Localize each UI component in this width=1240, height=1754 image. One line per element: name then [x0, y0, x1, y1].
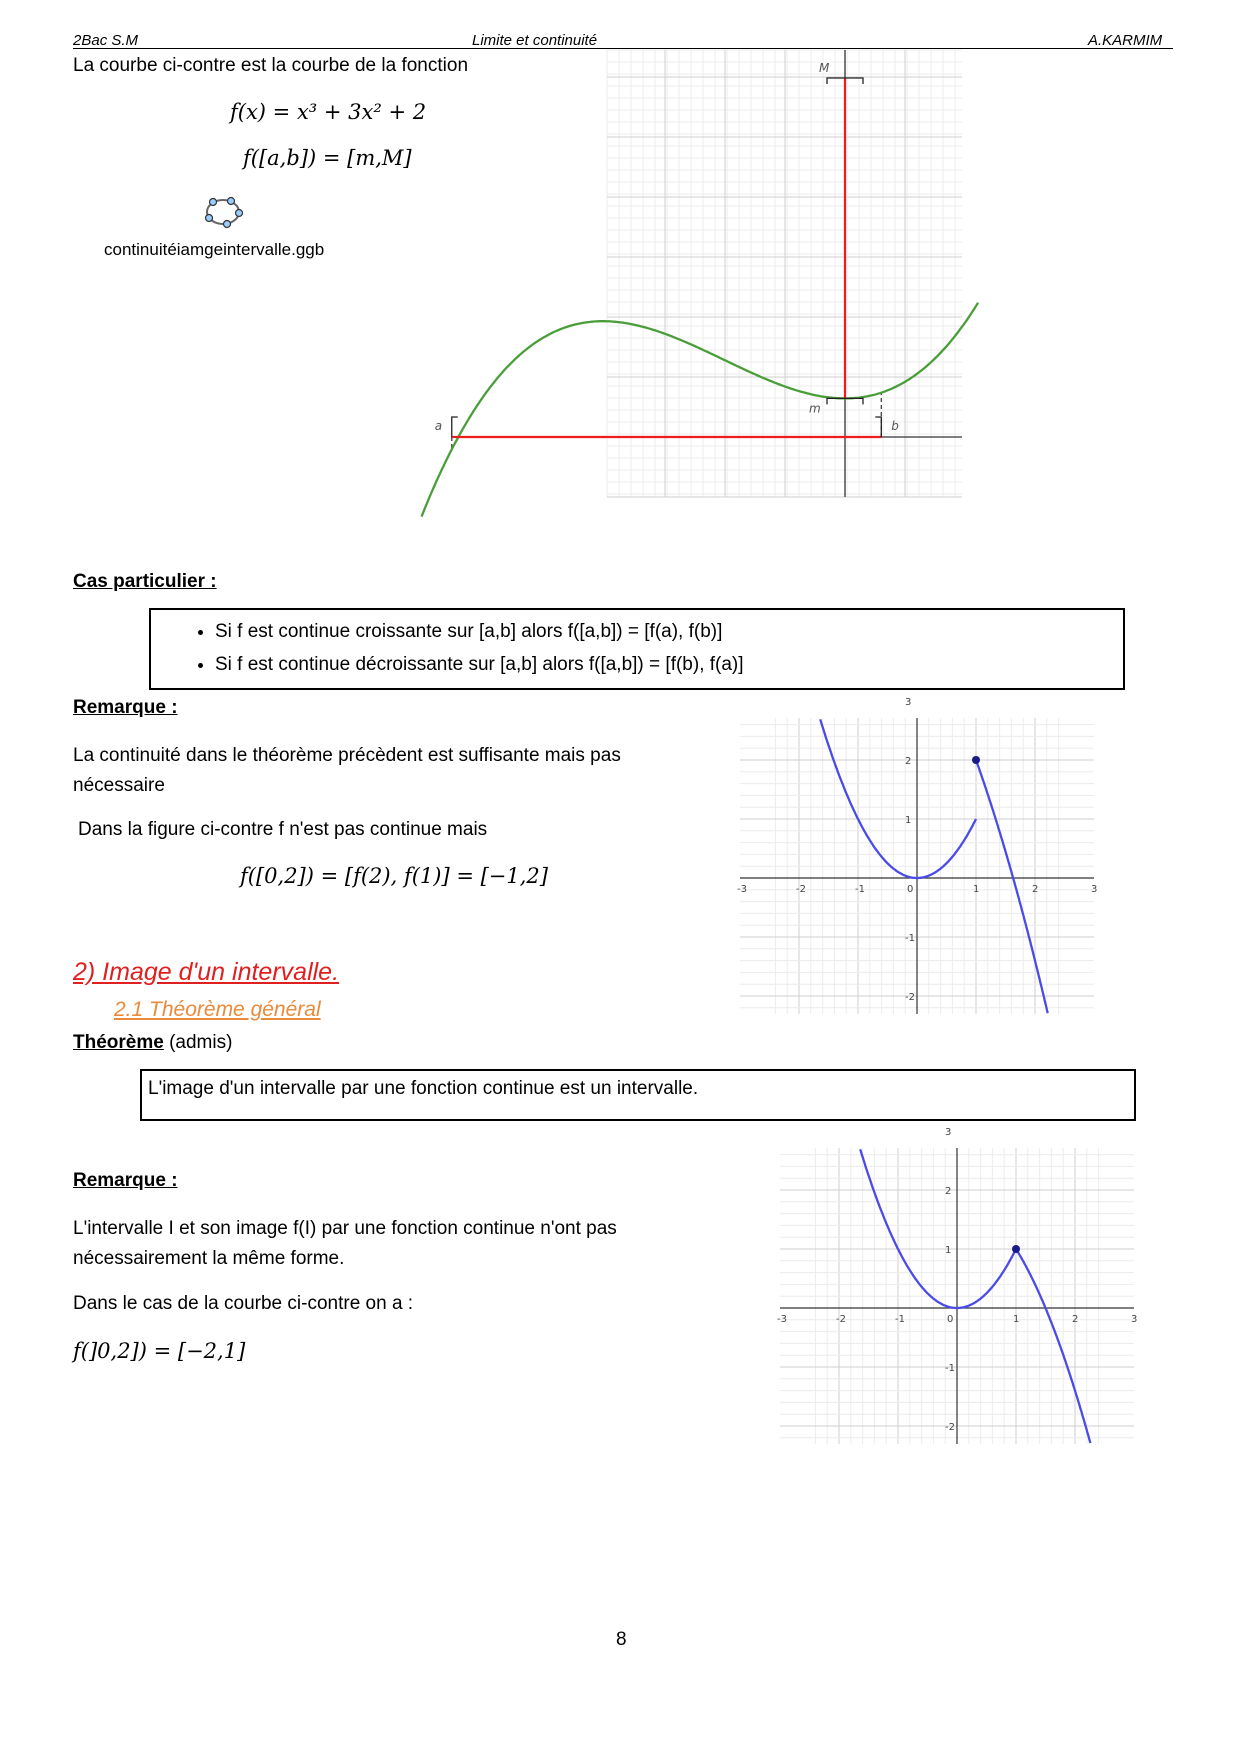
x-tick-label: 0: [947, 1314, 954, 1325]
remarque2-p1: L'intervalle I et son image f(I) par une fonction continue n'ont pas nécessairement la même forme.: [73, 1218, 617, 1269]
theorem-label: Théorème: [73, 1032, 164, 1053]
theorem-note: (admis): [169, 1032, 233, 1053]
remarque1-equation: f([0,2]) = [f(2), f(1)] = [−1,2]: [240, 864, 548, 888]
cas-particulier-title: Cas particulier :: [73, 571, 217, 592]
y-tick-label: 1: [905, 815, 912, 826]
x-tick-label: 3: [1131, 1314, 1138, 1325]
header-right: A.KARMIM: [1088, 32, 1163, 49]
x-tick-label: -3: [737, 884, 747, 895]
cas-item-decroissante-text: Si f est continue décroissante sur [a,b] alors f([a,b]) = [f(b), f(a)]: [215, 654, 744, 675]
remarque2-p2: Dans le cas de la courbe ci-contre on a :: [73, 1293, 414, 1314]
x-tick-label: -2: [836, 1314, 846, 1325]
closed-point: [1012, 1245, 1020, 1253]
section-subtitle: 2.1 Théorème général: [114, 998, 321, 1021]
section-title: 2) Image d'un intervalle.: [73, 958, 340, 986]
header-rule: [73, 48, 1173, 49]
x-tick-label: 2: [1032, 884, 1039, 895]
x-tick-label: 1: [973, 884, 980, 895]
equation-image: [243, 146, 412, 170]
y-tick-label: 1: [945, 1245, 952, 1256]
label-a: a: [434, 419, 443, 433]
equation-image-text: f([a,b]) = [m,M]: [243, 146, 412, 170]
closed-point: [972, 756, 980, 764]
x-tick-label: 2: [1072, 1314, 1079, 1325]
x-tick-label: -1: [895, 1314, 905, 1325]
remarque2-equation: f(]0,2]) = [−2,1]: [73, 1339, 246, 1363]
cas-item-croissante: [215, 615, 1123, 648]
x-tick-label: -1: [855, 884, 865, 895]
y-tick-label: 2: [945, 1186, 952, 1197]
cas-item-decroissante: [215, 648, 1123, 681]
y-tick-label: 2: [905, 756, 912, 767]
x-tick-label: 3: [1091, 884, 1098, 895]
y-tick-label: -1: [945, 1363, 955, 1374]
theorem-box: [140, 1069, 1136, 1121]
remarque1-title: Remarque :: [73, 697, 178, 718]
y-tick-label: 3: [905, 697, 912, 708]
remarque2-title: Remarque :: [73, 1170, 178, 1191]
y-tick-label: -2: [905, 992, 915, 1003]
header-left: 2Bac S.M: [73, 32, 139, 49]
x-tick-label: 0: [907, 884, 914, 895]
x-tick-label: 1: [1013, 1314, 1020, 1325]
graph-piecewise-1: [737, 697, 1098, 1014]
remarque1-p1: La continuité dans le théorème précèdent est suffisante mais pas nécessaire: [73, 745, 621, 796]
intro-text: La courbe ci-contre est la courbe de la fonction: [73, 55, 469, 76]
y-tick-label: 3: [945, 1127, 952, 1138]
x-tick-label: -3: [777, 1314, 787, 1325]
geogebra-file-link[interactable]: continuitéiamgeintervalle.ggb: [104, 240, 325, 259]
label-b: b: [891, 419, 899, 433]
y-tick-label: -2: [945, 1422, 955, 1433]
cas-item-croissante-text: Si f est continue croissante sur [a,b] alors f([a,b]) = [f(a), f(b)]: [215, 621, 723, 642]
theorem-text: L'image d'un intervalle par une fonction continue est un intervalle.: [148, 1078, 699, 1099]
theorem-heading: [73, 1032, 232, 1054]
geogebra-icon[interactable]: [203, 195, 243, 229]
page-number: 8: [616, 1629, 627, 1650]
x-tick-label: -2: [796, 884, 806, 895]
y-tick-label: -1: [905, 933, 915, 944]
bracket-a: [452, 417, 458, 437]
graph-cubic: [434, 50, 962, 497]
cas-particulier-box: [149, 608, 1125, 690]
remarque1-p2: Dans la figure ci-contre f n'est pas continue mais: [78, 819, 488, 840]
label-m: m: [809, 401, 821, 416]
equation-f-text: f(x) = x³ + 3x² + 2: [230, 100, 427, 124]
label-M: M: [819, 61, 830, 75]
graph-piecewise-2: [777, 1127, 1138, 1444]
equation-f: [230, 100, 426, 124]
header-center: Limite et continuité: [472, 32, 598, 49]
